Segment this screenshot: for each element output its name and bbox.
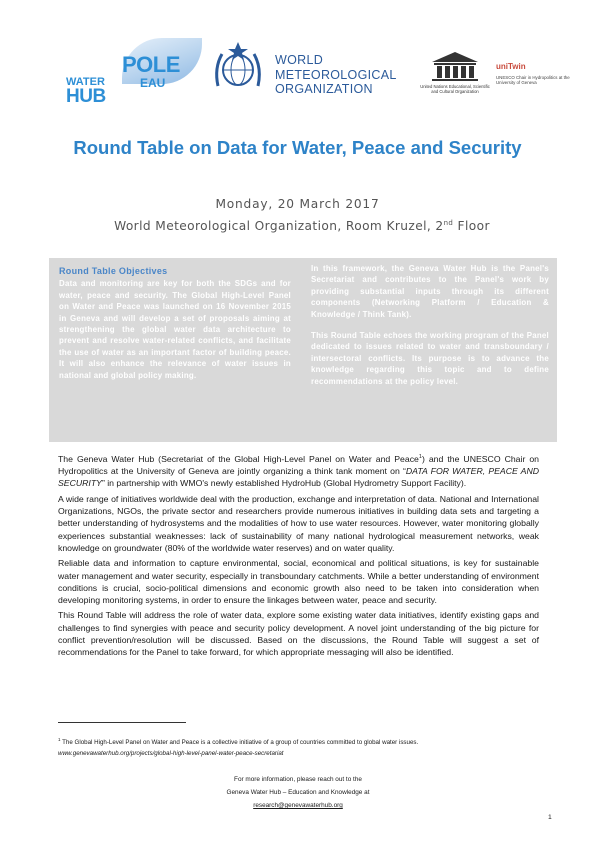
- venue-suffix: Floor: [453, 219, 490, 234]
- body-paragraph-4: This Round Table will address the role of water data, explore some existing water data initiatives, identify existing gaps and challenges to find synergies with peace and security policy development. A novel joint understanding of the big picture for conflict prevention/resolution will be discussed. Based on the discussions, the Round Table will suggest a set of recommendations for the Panel to take forward, for which appropriate messaging will also be identified.: [58, 610, 539, 658]
- unitwin-caption: UNESCO Chair in Hydropolitics at the University of Geneva: [496, 75, 570, 86]
- wmo-name-line-1: WORLD: [275, 53, 324, 67]
- unitwin-logo: [496, 62, 576, 85]
- body-paragraph-3: Reliable data and information to capture environmental, social, economical and political situations, is key for sustainable water management and water security, especially in transboundary catchments. While a better understanding of environment conditions is crucial, socio-political dimensions and economic growth also need to be taken into consideration when developing monitoring systems, in order to ensure the linkages between water, peace and security.: [58, 558, 539, 606]
- logo-hub-text: HUB: [66, 86, 106, 107]
- footnote-body: The Global High-Level Panel on Water and Peace is a collective initiative of a group of countries committed to global water issues.: [60, 739, 419, 747]
- footnote-url[interactable]: www.genevawaterhub.org/projects/global-high-level-panel-water-peace-secretariat: [58, 750, 284, 758]
- event-venue: [62, 219, 542, 233]
- page-title: Round Table on Data for Water, Peace and Security: [73, 137, 522, 158]
- footer-line-1: For more information, please reach out to the: [234, 776, 362, 783]
- wmo-name: [275, 53, 397, 97]
- p1-emphasis: DATA FOR WATER, PEACE AND SECURITY: [58, 466, 540, 489]
- objectives-right-paragraph-2: This Round Table echoes the working program of the Panel dedicated to issues related to water and transboundary / intersectoral conflicts. Its purpose is to advance the knowledge regarding this topic and to define recommendations at the policy level.: [311, 331, 549, 386]
- venue-text: World Meteorological Organization, Room Kruzel, 2: [114, 219, 444, 234]
- objectives-left-text: Data and monitoring are key for both the SDGs and for water, peace and security. The Global High-Level Panel on Water and Peace was launched on 16 November 2015 in Geneva and will develop a set of proposals aiming at strengthening the global water data architecture to prevent and resolve water-related conflicts, and facilitate the use of water as an important factor of building peace. It will also enhance the relevance of water issues in national and global policy making.: [59, 279, 291, 380]
- objectives-right-paragraph-1: In this framework, the Geneva Water Hub is the Panel's Secretariat and contributes to the Panel's work by providing substantial inputs through its different components (Networking Platform / Education & Knowledge / Think Tank).: [311, 264, 549, 319]
- body-text: [58, 451, 539, 662]
- wmo-name-line-2: METEOROLOGICAL: [275, 67, 397, 82]
- footnote-marker: 1: [58, 737, 61, 742]
- geneva-water-hub-logo: [62, 38, 202, 110]
- objectives-right-column: [311, 263, 549, 397]
- logo-eau-text: EAU: [140, 76, 166, 90]
- body-paragraph-2: A wide range of initiatives worldwide deal with the production, exchange and interpretation of data. National and International Organizations, NGOs, the private sector and researchers provide numerous initiatives in building data sets and targeting a better understanding of hydrosystems and the modalities of how to use water resources. However, water monitoring globally experiences substantial weaknesses: lack of sustainability of many national hydrological measurement networks, weak knowledge on groundwater (80% of the worldwide water reserves) and on water quality.: [58, 493, 539, 553]
- wmo-emblem-icon: [210, 40, 266, 96]
- contact-footer: [58, 773, 538, 812]
- objectives-heading: Round Table Objectives: [59, 266, 168, 276]
- logo-water-text: WATER: [66, 76, 105, 88]
- footnote-ref: 1: [418, 454, 422, 460]
- venue-superscript: nd: [443, 219, 454, 227]
- event-date: Monday, 20 March 2017: [215, 197, 380, 211]
- wmo-name-line-3: ORGANIZATION: [275, 82, 373, 96]
- footnote: [58, 734, 538, 759]
- page-number: 1: [548, 814, 552, 821]
- unesco-logo: [420, 50, 490, 110]
- p1-part-b: ) and the UNESCO Chair on Hydropolitics at the University of Geneva are jointly organizing a think tank moment on “: [58, 453, 540, 477]
- unesco-temple-icon: [420, 50, 490, 82]
- contact-email-link[interactable]: research@genevawaterhub.org: [253, 802, 343, 809]
- objectives-left-column: [59, 266, 291, 381]
- unesco-caption: United Nations Educational, Scientific and Cultural Organization: [420, 84, 490, 94]
- logo-pole-text: POLE: [122, 52, 180, 77]
- body-paragraph-1: [58, 451, 539, 490]
- objectives-box: [49, 258, 557, 442]
- unitwin-wordmark: uniTwin: [496, 62, 526, 71]
- footnote-divider: [58, 722, 186, 723]
- footer-line-2: Geneva Water Hub – Education and Knowledge at: [226, 789, 370, 796]
- footnote-text: [58, 734, 538, 748]
- p1-part-c: ” in partnership with WMO's newly established HydroHub (Global Hydrometry Support Facility).: [101, 478, 467, 489]
- p1-part-a: The Geneva Water Hub (Secretariat of the Global High-Level Panel on Water and Peace: [58, 453, 419, 464]
